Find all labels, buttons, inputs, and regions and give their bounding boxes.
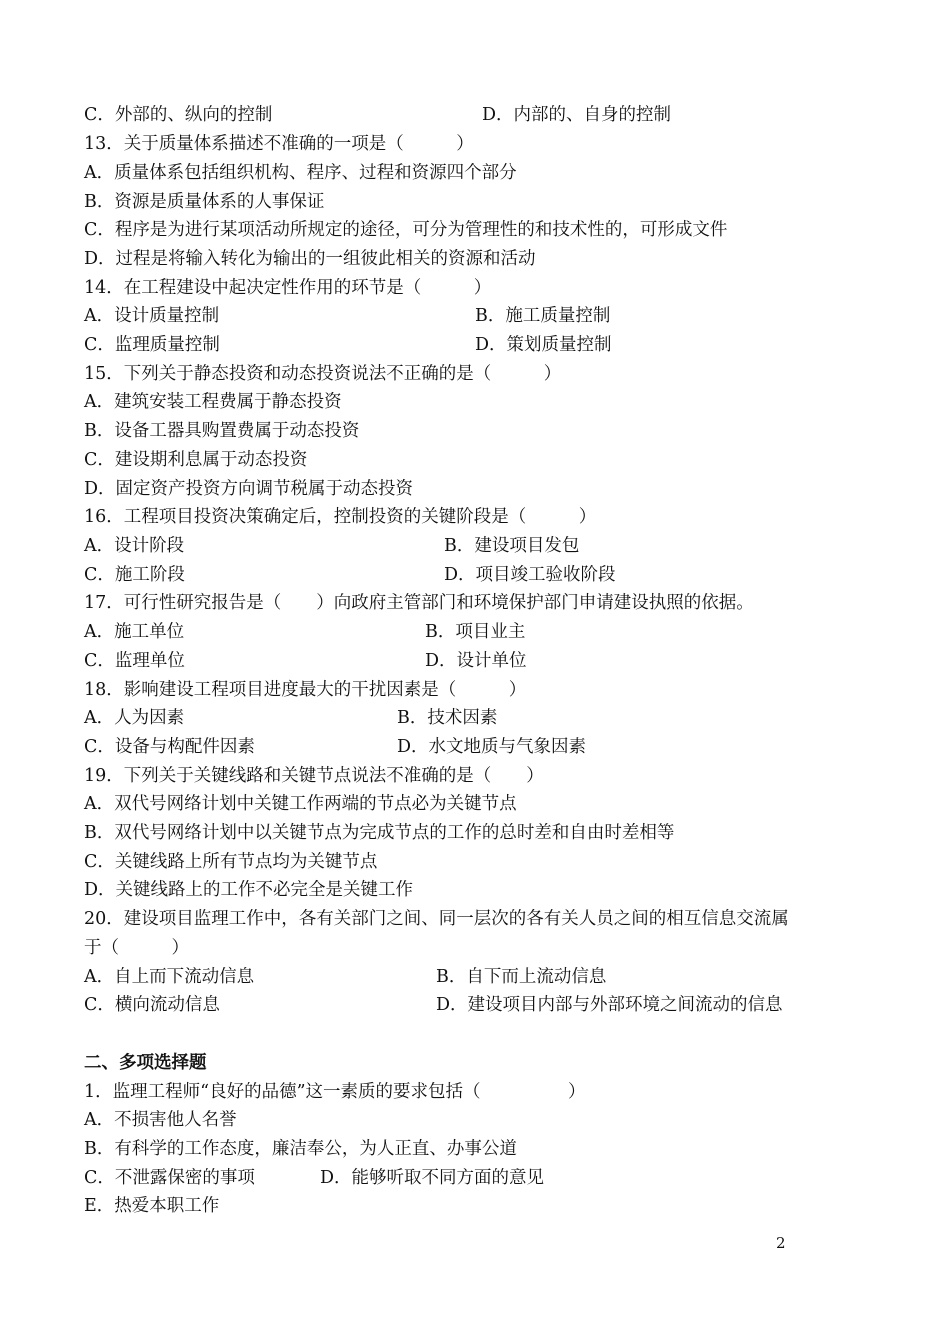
option-line: A．建筑安装工程费属于静态投资 [84,392,342,412]
option-line: B．设备工器具购置费属于动态投资 [84,421,360,441]
option-line: E．热爱本职工作 [84,1196,220,1216]
option-line [84,101,672,129]
option-b: B．技术因素 [397,708,498,728]
option-b: B．建设项目发包 [444,536,580,556]
option-line: A．双代号网络计划中关键工作两端的节点必为关键节点 [84,794,517,814]
option-line [84,991,783,1019]
option-line [84,561,616,589]
option-c: C．监理质量控制 [84,335,220,355]
option-a: A．人为因素 [84,708,185,728]
option-line: D．固定资产投资方向调节税属于动态投资 [84,479,414,499]
page-number: 2 [776,1234,786,1252]
option-line: B．双代号网络计划中以关键节点为完成节点的工作的总时差和自由时差相等 [84,823,675,843]
question-20-continued: 于（ ） [84,938,189,958]
option-a: A．设计阶段 [84,536,185,556]
option-d: D．水文地质与气象因素 [397,737,587,757]
option-line: C．建设期利息属于动态投资 [84,450,308,470]
option-line [84,1164,545,1192]
option-line [84,618,526,646]
option-line [84,963,607,991]
question-19: 19．下列关于关键线路和关键节点说法不准确的是（ ） [84,766,544,786]
option-d: D．能够听取不同方面的意见 [320,1168,545,1188]
option-d: D．设计单位 [425,651,527,671]
question-17: 17．可行性研究报告是（ ）向政府主管部门和环境保护部门申请建设执照的依据。 [84,593,754,613]
option-line: B．资源是质量体系的人事保证 [84,192,325,212]
option-line [84,647,527,675]
question-15: 15．下列关于静态投资和动态投资说法不正确的是（ ） [84,364,562,384]
option-d: D．策划质量控制 [475,335,612,355]
question-20: 20．建设项目监理工作中，各有关部门之间、同一层次的各有关人员之间的相互信息交流属 [84,909,789,929]
option-line [84,733,587,761]
section-title: 二、多项选择题 [84,1053,207,1073]
option-line: D．关键线路上的工作不必完全是关键工作 [84,880,414,900]
option-d: D．项目竣工验收阶段 [444,565,616,585]
option-line: A．质量体系包括组织机构、程序、过程和资源四个部分 [84,163,517,183]
option-line [84,302,611,330]
option-a: A．施工单位 [84,622,185,642]
option-d: D．建设项目内部与外部环境之间流动的信息 [436,995,783,1015]
option-line [84,331,612,359]
question-18: 18．影响建设工程项目进度最大的干扰因素是（ ） [84,680,527,700]
question-13: 13．关于质量体系描述不准确的一项是（ ） [84,134,474,154]
option-line: B．有科学的工作态度，廉洁奉公，为人正直、办事公道 [84,1139,517,1159]
option-c: C．施工阶段 [84,565,185,585]
option-a: A．设计质量控制 [84,306,220,326]
option-c: C．不泄露保密的事项 [84,1168,255,1188]
multi-question-1: 1．监理工程师“良好的品德”这一素质的要求包括（ ） [84,1082,586,1102]
option-line: A．不损害他人名誉 [84,1110,237,1130]
question-16: 16．工程项目投资决策确定后，控制投资的关键阶段是（ ） [84,507,597,527]
option-b: B．施工质量控制 [475,306,611,326]
option-line: C．程序是为进行某项活动所规定的途径，可分为管理性的和技术性的，可形成文件 [84,220,728,240]
option-c: C．横向流动信息 [84,995,220,1015]
option-b: B．项目业主 [425,622,526,642]
option-a: C．外部的、纵向的控制 [84,105,273,125]
option-b: D．内部的、自身的控制 [482,105,672,125]
option-line: C．关键线路上所有节点均为关键节点 [84,852,378,872]
option-a: A．自上而下流动信息 [84,967,255,987]
question-14: 14．在工程建设中起决定性作用的环节是（ ） [84,278,492,298]
option-line [84,704,498,732]
option-line [84,532,580,560]
option-b: B．自下而上流动信息 [436,967,607,987]
option-c: C．监理单位 [84,651,185,671]
option-line: D．过程是将输入转化为输出的一组彼此相关的资源和活动 [84,249,536,269]
option-c: C．设备与构配件因素 [84,737,255,757]
